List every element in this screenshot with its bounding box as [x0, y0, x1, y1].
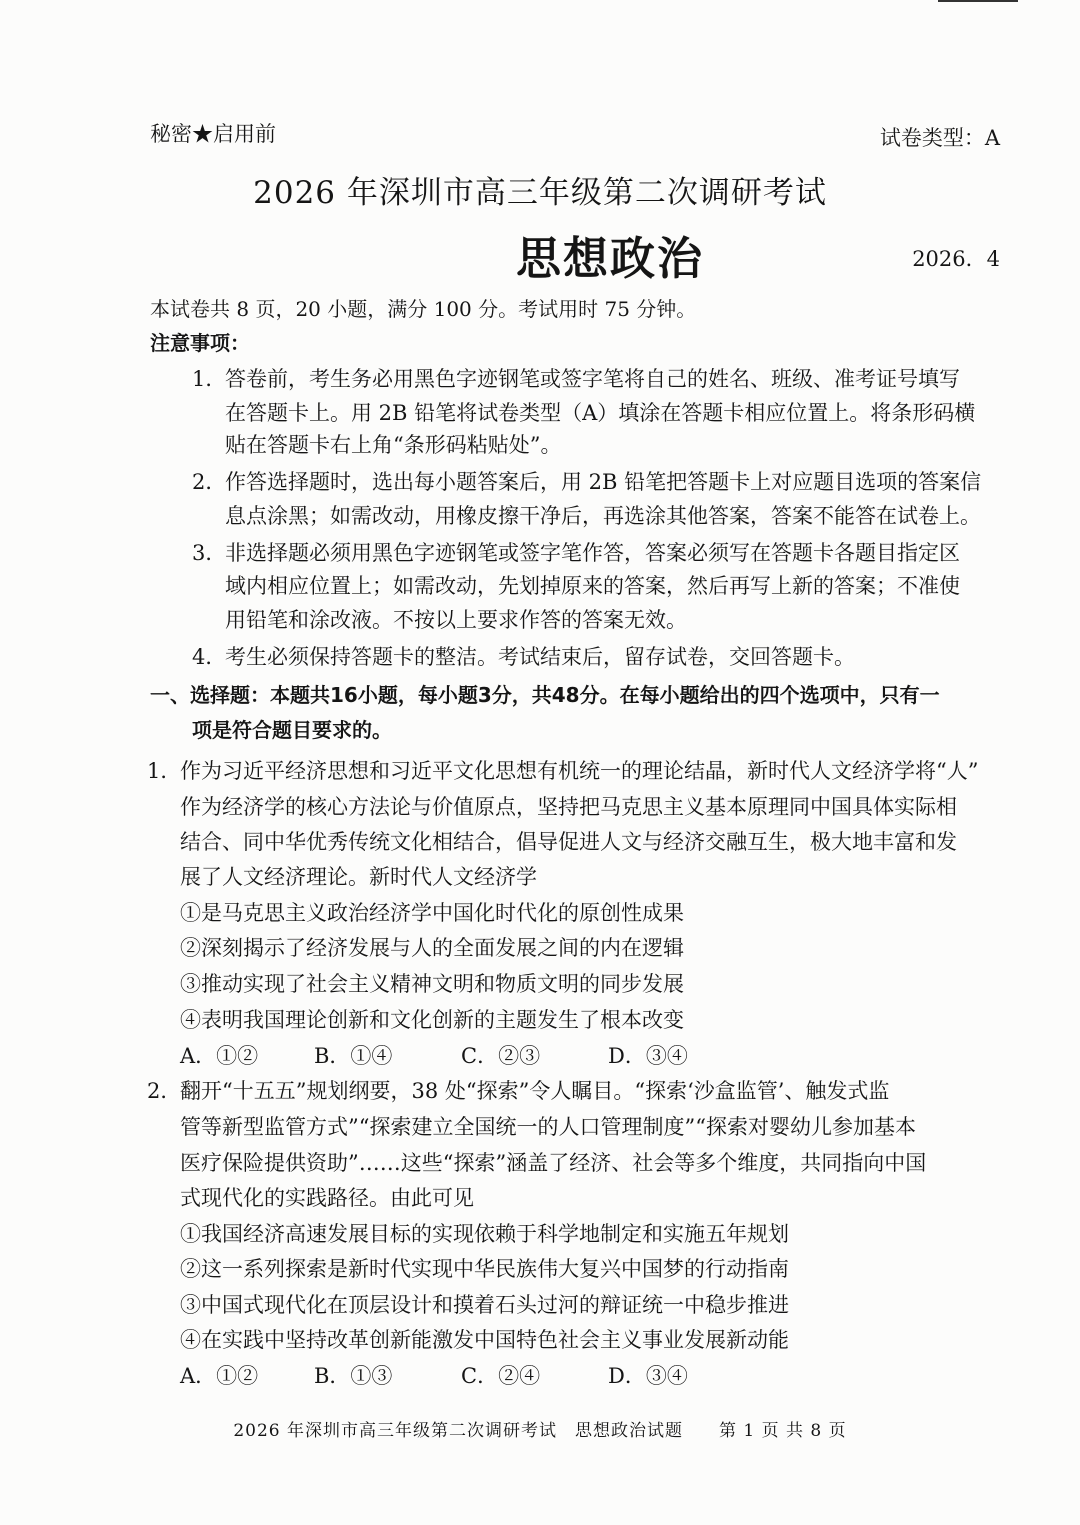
answer-choice-d: D．③④	[608, 1364, 688, 1388]
notice-item-line: 域内相应位置上；如需改动，先划掉原来的答案，然后再写上新的答案；不准使	[225, 574, 960, 598]
notice-item-line: 作答选择题时，选出每小题答案后，用 2B 铅笔把答题卡上对应题目选项的答案信	[225, 470, 982, 494]
question-number: 2．	[147, 1079, 182, 1103]
notice-item-line: 息点涂黑；如需改动，用橡皮擦干净后，再选涂其他答案，答案不能答在试卷上。	[225, 504, 981, 528]
exam-date: 2026．4	[912, 247, 1000, 271]
notice-item-number: 1．	[192, 367, 227, 391]
question-stem-line: 式现代化的实践路径。由此可见	[180, 1186, 474, 1210]
notice-item-line: 非选择题必须用黑色字迹钢笔或签字笔作答，答案必须写在答题卡各题目指定区	[225, 541, 960, 565]
answer-choice-b: B．①③	[314, 1364, 393, 1388]
notice-item-line: 答卷前，考生务必用黑色字迹钢笔或签字笔将自己的姓名、班级、准考证号填写	[225, 367, 960, 391]
answer-choice-d: D．③④	[608, 1044, 688, 1068]
statement-option: ③中国式现代化在顶层设计和摸着石头过河的辩证统一中稳步推进	[180, 1293, 789, 1317]
statement-option: ②这一系列探索是新时代实现中华民族伟大复兴中国梦的行动指南	[180, 1257, 789, 1281]
question-number: 1．	[147, 759, 182, 783]
question-stem-line: 管等新型监管方式”“探索建立全国统一的人口管理制度”“探索对婴幼儿参加基本	[180, 1115, 916, 1139]
section-heading-continued: 项是符合题目要求的。	[192, 718, 392, 742]
notice-item-line: 在答题卡上。用 2B 铅笔将试卷类型（A）填涂在答题卡相应位置上。将条形码横	[225, 401, 976, 425]
notice-item-number: 4．	[192, 645, 227, 669]
confidential-label: 秘密★启用前	[150, 122, 276, 146]
answer-choice-a: A．①②	[180, 1044, 259, 1068]
scan-mark-top	[938, 0, 1018, 2]
answer-choice-b: B．①④	[314, 1044, 393, 1068]
question-stem-line: 作为经济学的核心方法论与价值原点，坚持把马克思主义基本原理同中国具体实际相	[180, 795, 957, 819]
notice-heading: 注意事项：	[150, 331, 250, 355]
notice-item-line: 贴在答题卡右上角“条形码粘贴处”。	[225, 433, 562, 457]
notice-item-number: 3．	[192, 541, 227, 565]
subject-title: 思想政治	[516, 232, 705, 285]
notice-item-line: 考生必须保持答题卡的整洁。考试结束后，留存试卷，交回答题卡。	[225, 645, 855, 669]
notice-item-line: 用铅笔和涂改液。不按以上要求作答的答案无效。	[225, 608, 687, 632]
notice-item-number: 2．	[192, 470, 227, 494]
question-stem-line: 医疗保险提供资助”……这些“探索”涵盖了经济、社会等多个维度，共同指向中国	[180, 1151, 927, 1175]
question-stem-line: 作为习近平经济思想和习近平文化思想有机统一的理论结晶，新时代人文经济学将“人”	[180, 759, 979, 783]
question-stem-line: 结合、同中华优秀传统文化相结合，倡导促进人文与经济交融互生，极大地丰富和发	[180, 830, 957, 854]
paper-type-label: 试卷类型：A	[879, 126, 1000, 150]
question-stem-line: 展了人文经济理论。新时代人文经济学	[180, 865, 537, 889]
answer-choice-a: A．①②	[180, 1364, 259, 1388]
section-heading: 一、选择题：本题共16小题，每小题3分，共48分。在每小题给出的四个选项中，只有一	[150, 683, 940, 707]
statement-option: ②深刻揭示了经济发展与人的全面发展之间的内在逻辑	[180, 936, 684, 960]
statement-option: ①是马克思主义政治经济学中国化时代化的原创性成果	[180, 901, 684, 925]
answer-choice-c: C．②④	[461, 1364, 541, 1388]
statement-option: ④表明我国理论创新和文化创新的主题发生了根本改变	[180, 1008, 684, 1032]
paper-info: 本试卷共 8 页，20 小题，满分 100 分。考试用时 75 分钟。	[150, 297, 697, 321]
question-stem-line: 翻开“十五五”规划纲要，38 处“探索”令人瞩目。“探索‘沙盒监管’、触发式监	[180, 1079, 890, 1103]
statement-option: ①我国经济高速发展目标的实现依赖于科学地制定和实施五年规划	[180, 1222, 789, 1246]
answer-choice-c: C．②③	[461, 1044, 541, 1068]
statement-option: ④在实践中坚持改革创新能激发中国特色社会主义事业发展新动能	[180, 1328, 789, 1352]
page-footer: 2026 年深圳市高三年级第二次调研考试 思想政治试题 第 1 页 共 8 页	[233, 1421, 847, 1441]
statement-option: ③推动实现了社会主义精神文明和物质文明的同步发展	[180, 972, 684, 996]
exam-title: 2026 年深圳市高三年级第二次调研考试	[253, 175, 827, 211]
